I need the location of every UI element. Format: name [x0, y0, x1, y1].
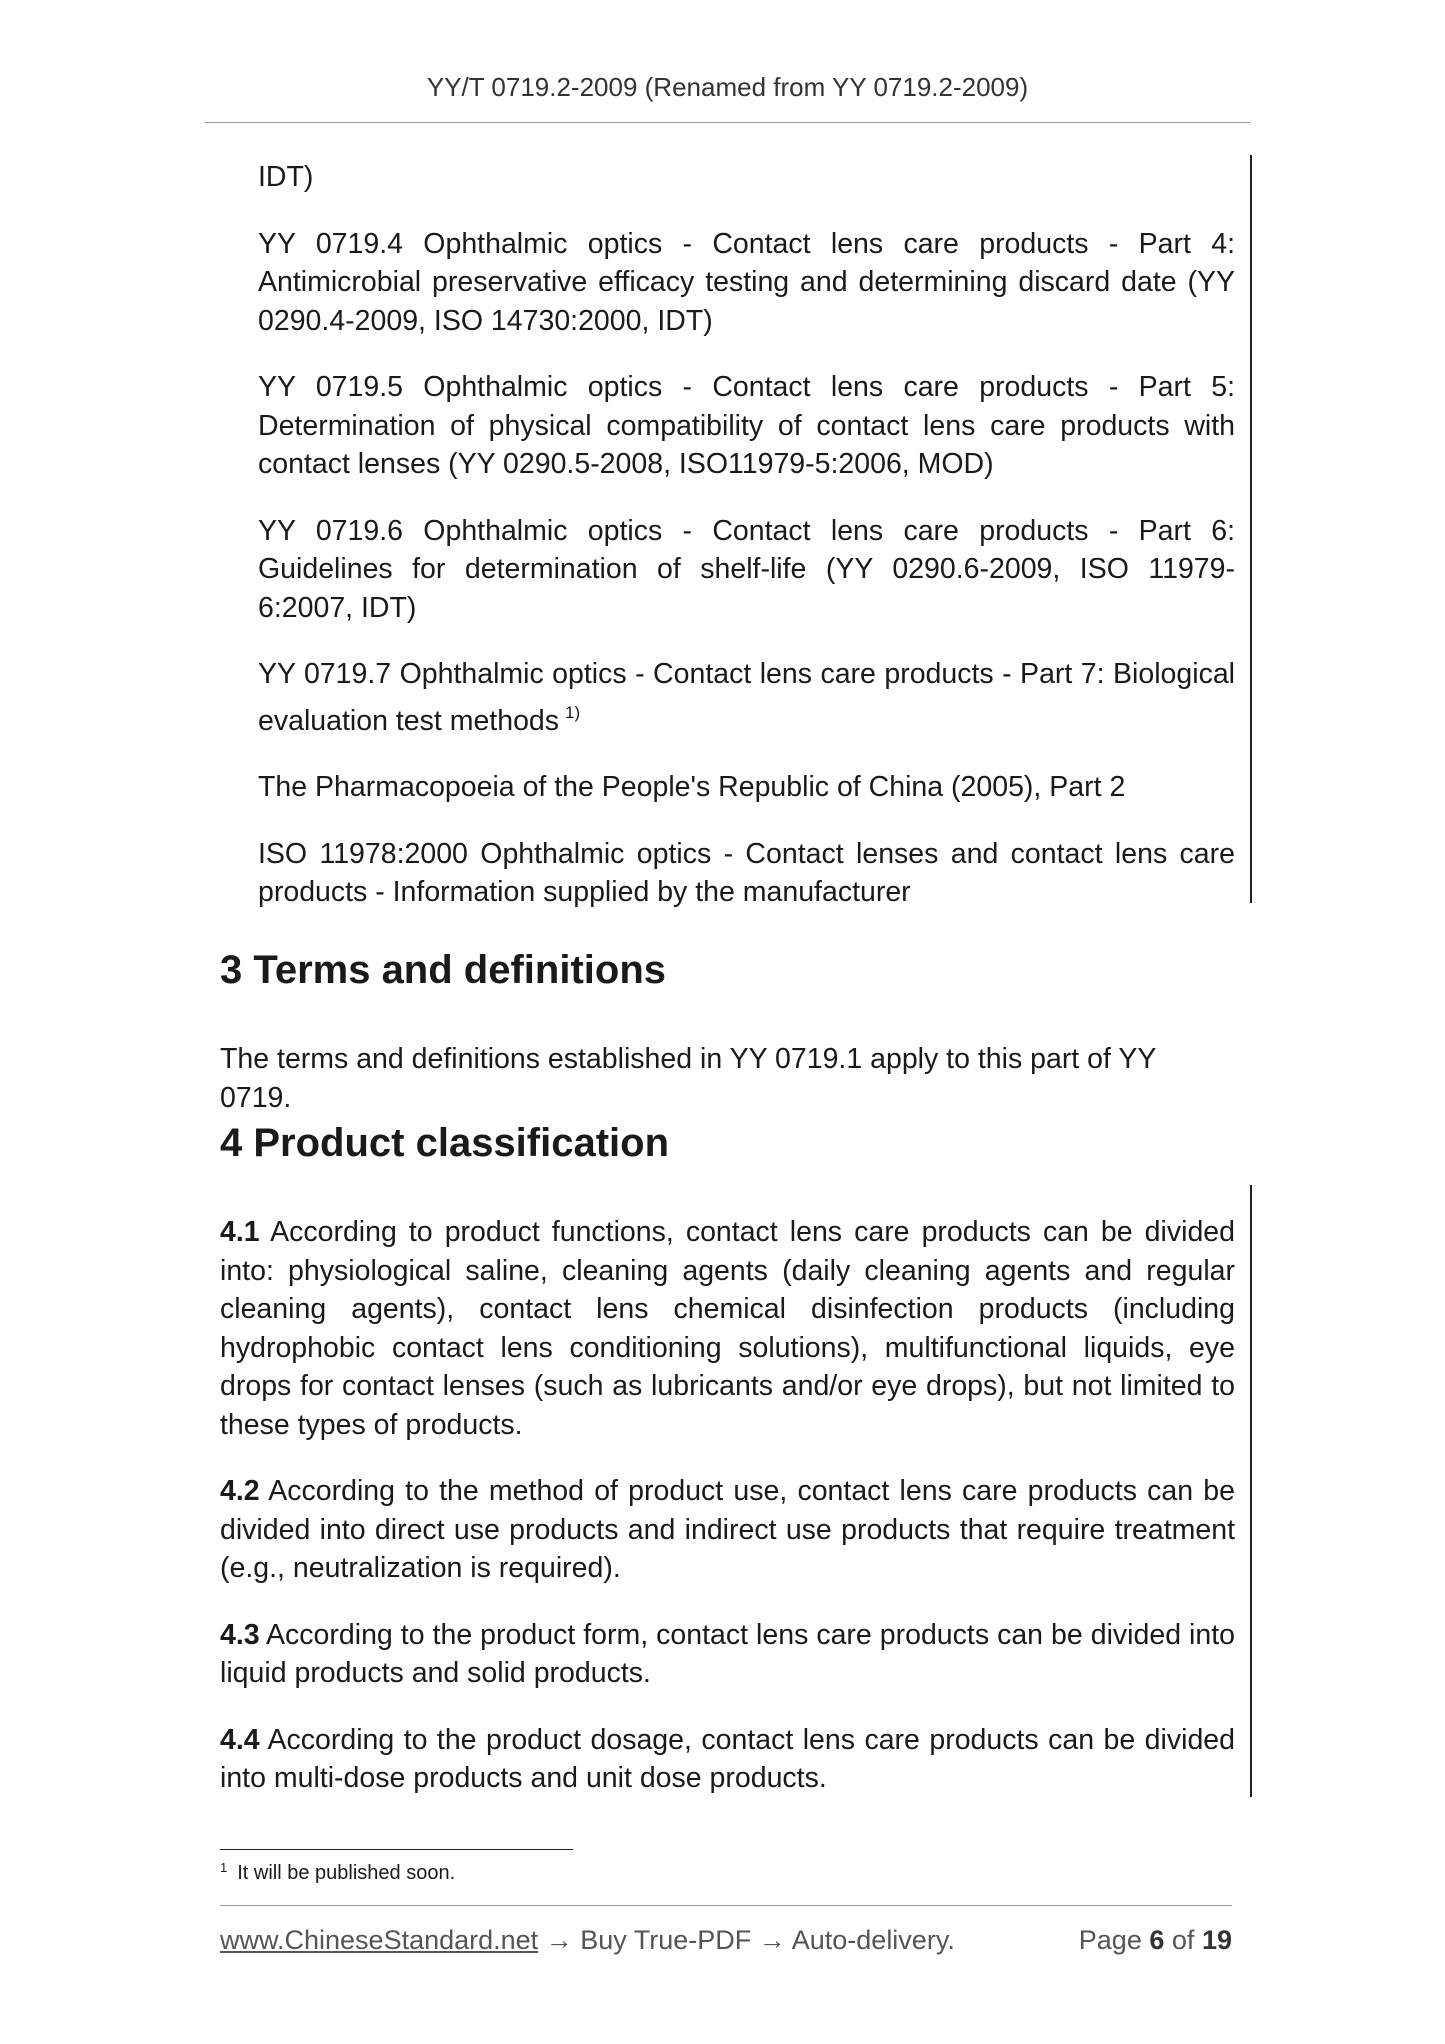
reference-item: The Pharmacopoeia of the People's Republic of China (2005), Part 2 — [258, 771, 1126, 803]
clause-text: According to product functions, contact lens care products can be divided into: physiological saline, cleaning agents (daily cleaning agents and regular cleaning agents), contact lens chemical disinfection products (including hydrophobic contact lens conditioning solutions), multifunctional liquids, eye drops for contact lenses (such as lubricants and/or eye drops), but not limited to these types of products. — [220, 1216, 1235, 1441]
clause-text: According to the product form, contact lens care products can be divided into liquid products and solid products. — [220, 1618, 1235, 1689]
reference-item: YY 0719.6 Ophthalmic optics - Contact lens care products - Part 6: Guidelines for determination of shelf-life (YY 0290.6-2009, ISO 11979-6:2007, IDT) — [258, 514, 1235, 624]
page-number: Page 6 of 19 — [1078, 1925, 1232, 1955]
footer-tagline: → Buy True-PDF → Auto-delivery. — [538, 1925, 955, 1955]
clause-number: 4.4 — [220, 1723, 260, 1756]
reference-text: YY 0719.7 Ophthalmic optics - Contact lens care products - Part 7: Biological evaluation test methods — [258, 658, 1235, 737]
page-header: YY/T 0719.2-2009 (Renamed from YY 0719.2-2009) — [426, 72, 1029, 102]
clause-number: 4.3 — [220, 1618, 260, 1651]
clause-number: 4.2 — [220, 1475, 260, 1507]
footnote-text: It will be published soon. — [237, 1862, 456, 1884]
section-heading: 4 Product classification — [220, 1121, 670, 1165]
clause-text: According to the method of product use, contact lens care products can be divided into direct use products and indirect use products that require treatment (e.g., neutralization is required). — [220, 1475, 1235, 1584]
reference-item — [258, 655, 1235, 740]
clause-text: According to the product dosage, contact lens care products can be divided into multi-dose products and unit dose products. — [220, 1723, 1235, 1794]
footer-divider — [220, 1905, 1232, 1906]
total-pages: 19 — [1201, 1925, 1232, 1955]
normative-references — [258, 158, 1235, 940]
section-heading: 3 Terms and definitions — [220, 948, 666, 992]
footnote-ref-mark: 1) — [565, 702, 581, 722]
clause — [220, 1721, 1235, 1798]
footnote-mark: 1 — [220, 1860, 228, 1875]
footnote — [220, 1860, 455, 1885]
reference-item: IDT) — [258, 161, 314, 193]
reference-item: ISO 11978:2000 Ophthalmic optics - Contact lenses and contact lens care products - Information supplied by the manufacturer — [258, 837, 1235, 908]
reference-item: YY 0719.5 Ophthalmic optics - Contact lens care products - Part 5: Determination of physical compatibility of contact lens care products with contact lenses (YY 0290.5-2008, ISO11979-5:2006, MOD) — [258, 371, 1235, 480]
site-link[interactable]: www.ChineseStandard.net — [220, 1925, 539, 1955]
footnote-divider — [220, 1849, 573, 1850]
clause — [220, 1213, 1235, 1444]
reference-item: YY 0719.4 Ophthalmic optics - Contact lens care products - Part 4: Antimicrobial preservative efficacy testing and determining discard date (YY 0290.4-2009, ISO 14730:2000, IDT) — [258, 227, 1235, 337]
page-footer — [220, 1925, 1232, 1956]
classification-clauses — [220, 1213, 1235, 1826]
paragraph: The terms and definitions established in YY 0719.1 apply to this part of YY 0719. — [220, 1043, 1156, 1114]
change-bar — [1250, 155, 1252, 903]
header-divider — [205, 122, 1250, 123]
clause-number: 4.1 — [220, 1216, 260, 1248]
change-bar — [1250, 1185, 1252, 1797]
current-page: 6 — [1149, 1925, 1165, 1955]
clause — [220, 1616, 1235, 1693]
clause — [220, 1472, 1235, 1588]
